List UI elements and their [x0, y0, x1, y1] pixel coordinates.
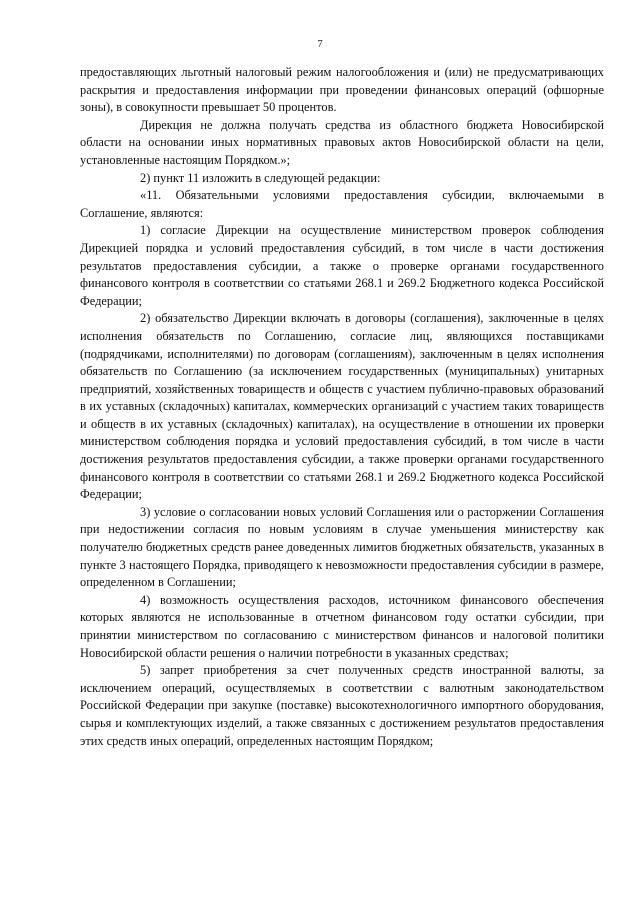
page-number: 7 [317, 38, 323, 50]
document-body [80, 64, 604, 750]
paragraph-condition-2: 2) обязательство Дирекции включать в договоры (соглашения), заключенные в целях исполнения обязательств по Соглашению, согласие лиц, являющихся поставщиками (подрядчиками, исполнителями) по договорам (соглашениям), заключенным в целях исполнения обязательств по Соглашению (за исключением государственных (муниципальных) унитарных предприятий, хозяйственных товариществ и обществ с участием публично-правовых образований в их уставных (складочных) капиталах, коммерческих организаций с участием таких товариществ и обществ в их уставных (складочных) капиталах), на осуществление в отношении их проверки министерством соблюдения порядка и условий предоставления субсидий, в том числе в части достижения результатов предоставления субсидии, а также проверки органами государственного финансового контроля в соответствии со статьями 268.1 и 269.2 Бюджетного кодекса Российской Федерации; [80, 311, 604, 502]
paragraph-continuation: предоставляющих льготный налоговый режим налогообложения и (или) не предусматривающих раскрытия и предоставления информации при проведении финансовых операций (офшорные зоны), в совокупности превышает 50 процентов. [80, 65, 604, 115]
paragraph-condition-4: 4) возможность осуществления расходов, источником финансового обеспечения которых являются не использованные в отчетном финансовом году остатки субсидии, при принятии министерством по согласованию с министерством финансов и налоговой политики Новосибирской области решения о наличии потребности в указанных средствах; [80, 592, 604, 660]
paragraph-condition-3: 3) условие о согласовании новых условий Соглашения или о расторжении Соглашения при недостижении согласия по новым условиям в случае уменьшения министерству как получателю бюджетных средств ранее доведенных лимитов бюджетных обязательств, указанных в пункте 3 настоящего Порядка, приводящего к невозможности предоставления субсидии в размере, определенном в Соглашении; [80, 504, 604, 590]
paragraph-condition-5: 5) запрет приобретения за счет полученных средств иностранной валюты, за исключением операций, осуществляемых в соответствии с валютным законодательством Российской Федерации при закупке (поставке) высокотехнологичного импортного оборудования, сырья и комплектующих изделий, а также связанных с достижением результатов предоставления этих средств иных операций, определенных настоящим Порядком; [80, 663, 604, 748]
paragraph-condition-1: 1) согласие Дирекции на осуществление министерством проверок соблюдения Дирекцией порядка и условий предоставления субсидий, в том числе в части достижения результатов предоставления субсидии, а также о проверке органами государственного финансового контроля в соответствии со статьями 268.1 и 269.2 Бюджетного кодекса Российской Федерации; [80, 223, 604, 308]
paragraph-amendment-item-2: 2) пункт 11 изложить в следующей редакции: [140, 170, 381, 185]
paragraph-directorate-funding: Дирекция не должна получать средства из областного бюджета Новосибирской области на основании иных нормативных правовых актов Новосибирской области на цели, установленные настоящим Порядком.»; [80, 117, 604, 167]
paragraph-clause-11-intro: «11. Обязательными условиями предоставления субсидии, включаемыми в Соглашение, являются: [80, 188, 604, 220]
